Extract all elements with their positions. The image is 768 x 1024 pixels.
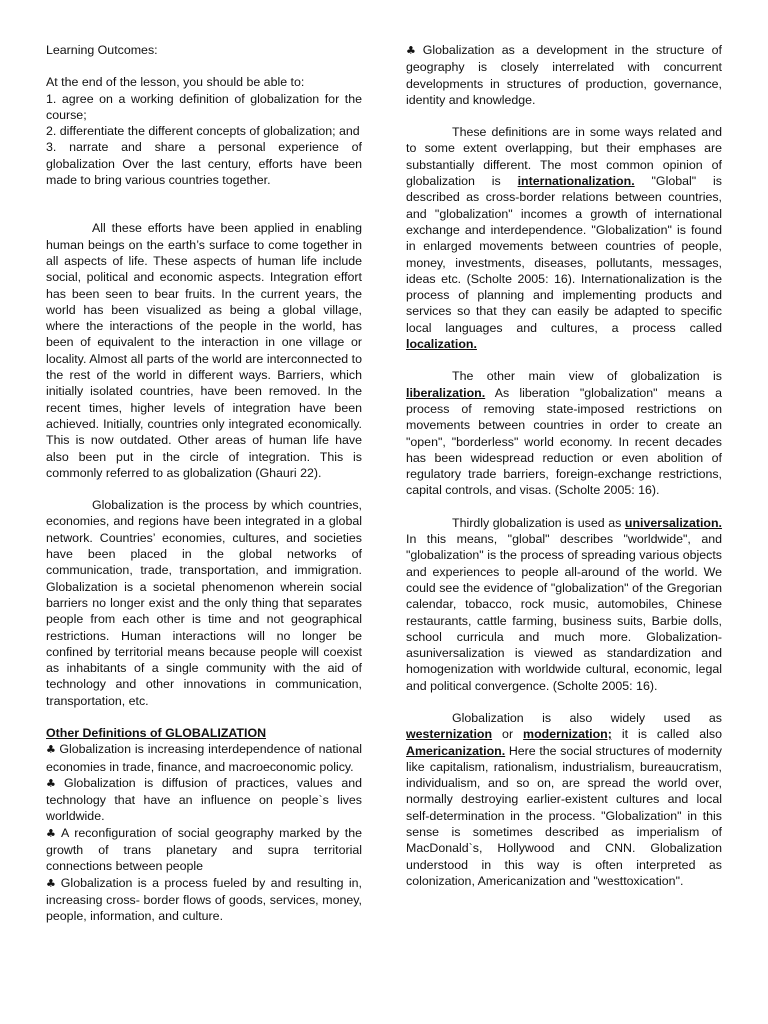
outcome-3: 3. narrate and share a personal experience of globalization Over the last century, efforts have been made to bring various countries together. (46, 140, 362, 188)
club-bullet-icon: ♣ (46, 743, 57, 757)
definition-item: ♣ Globalization is a process fueled by and resulting in, increasing cross- border flows of goods, services, money, people, information, and culture. (46, 875, 362, 924)
paragraph-westernization: Globalization is also widely used as westernization or modernization; it is called also Americanization. Here the social structures of modernity like capitalism, rationalism, industrialism, bureaucratism, individualism, and so on, are spread the world over, normally destroying earlier-existent cultures and local self-determination in the process. "Globalization" in this sense is sometimes described as imperialism of MacDonald`s, Hollywood and CNN. Globalization understood in this way is often interpreted as colonization, Americanization and "westtoxication". (406, 710, 722, 888)
outcomes-intro: At the end of the lesson, you should be able to: (46, 75, 305, 90)
term-internationalization: internationalization. (517, 174, 635, 189)
paragraph-integration: All these efforts have been applied in enabling human beings on the earth’s surface to come together in all aspects of life. These aspects of human life include social, political and economic aspects. Integration effort has been seen to bear fruits. In the current years, the world has been visualized as being a global village, where the interactions of the people in the world, has been of equivalent to the interaction in one village or locality. Almost all parts of the world are interconnected to the rest of the world in different ways. Barriers, which initially isolated countries, have been removed. In the recent times, higher levels of integration have been achieved. Initially, countries only integrated economically. This is now outdated. Other areas of human life have also been put in the circle of integration. This is commonly referred to as globalization (Ghauri 22). (46, 221, 362, 480)
left-column (46, 42, 362, 925)
term-americanization: Americanization. (406, 743, 506, 758)
outcome-1: 1. agree on a working definition of globalization for the course; (46, 91, 362, 122)
club-bullet-icon: ♣ (46, 776, 62, 790)
club-bullet-icon: ♣ (46, 826, 59, 840)
term-westernization: westernization (406, 727, 493, 742)
paragraph-internationalization: These definitions are in some ways related and to some extent overlapping, but their emphases are substantially different. The most common opinion of globalization is internationalization. "Global" is described as cross-border relations between countries, and "globalization" incomes a growth of international exchange and interdependence. "Globalization" is found in enlarged movements between countries of people, money, investments, diseases, pollutants, messages, ideas etc. (Scholte 2005: 16). Internationalization is the process of planning and implementing products and services so that they can easily be adapted to specific local languages and cultures, a process called localization. (406, 125, 722, 352)
club-bullet-icon: ♣ (406, 44, 420, 57)
definition-item: ♣ Globalization is diffusion of practices, values and technology that have an influence on people`s lives worldwide. (46, 775, 362, 824)
definition-item: ♣ Globalization is increasing interdependence of national economies in trade, finance, and macroeconomic policy. (46, 742, 362, 774)
club-bullet-icon: ♣ (46, 876, 58, 890)
paragraph-globalization-process: Globalization is the process by which countries, economies, and regions have been integrated in a global network. Countries’ economies, cultures, and societies have been placed in the global networks of communication, trade, transportation, and immigration. Globalization is a societal phenomenon wherein social barriers no longer exist and the only thing that separates people from each other is time and not geographical restrictions. Human interactions will no longer be confined by territorial means because people will coexist as inhabitants of a single community with the aid of technology and other innovations in communication, transportation, etc. (46, 498, 362, 708)
definitions-heading: Other Definitions of GLOBALIZATION (46, 725, 267, 740)
paragraph-universalization: Thirdly globalization is used as universalization. In this means, "global" describes "worldwide", and "globalization" is the process of spreading various objects and experiences to people all-around of the world. We could see the evidence of "globalization" of the Gregorian calendar, tobacco, rock music, automobiles, Chinese restaurants, cattle farming, business suits, Barbie dolls, school curricula and much more. Globalization-asuniversalization is viewed as standardization and homogenization with worldwide cultural, economic, legal and political convergence. (Scholte 2005: 16). (406, 515, 722, 693)
term-localization: localization. (406, 337, 477, 352)
term-liberalization: liberalization. (406, 385, 486, 400)
paragraph-liberalization: The other main view of globalization is liberalization. As liberation "globalization" means a process of removing state-imposed restrictions on movements between countries in order to create an "open", "borderless" world economy. In recent decades has been widespread reduction or even abolition of regulatory trade barriers, foreign-exchange restrictions, capital controls, and visas. (Scholte 2005: 16). (406, 369, 722, 498)
outcome-2: 2. differentiate the different concepts of globalization; and (46, 124, 360, 139)
term-universalization: universalization. (624, 515, 722, 530)
definition-item: ♣ Globalization as a development in the structure of geography is closely interrelated with concurrent developments in structures of production, governance, identity and knowledge. (406, 43, 722, 107)
definition-item: ♣ A reconfiguration of social geography marked by the growth of trans planetary and supra territorial connections between people (46, 825, 362, 874)
right-column (406, 42, 722, 889)
outcomes-heading: Learning Outcomes: (46, 43, 158, 57)
term-modernization: modernization; (523, 727, 612, 742)
